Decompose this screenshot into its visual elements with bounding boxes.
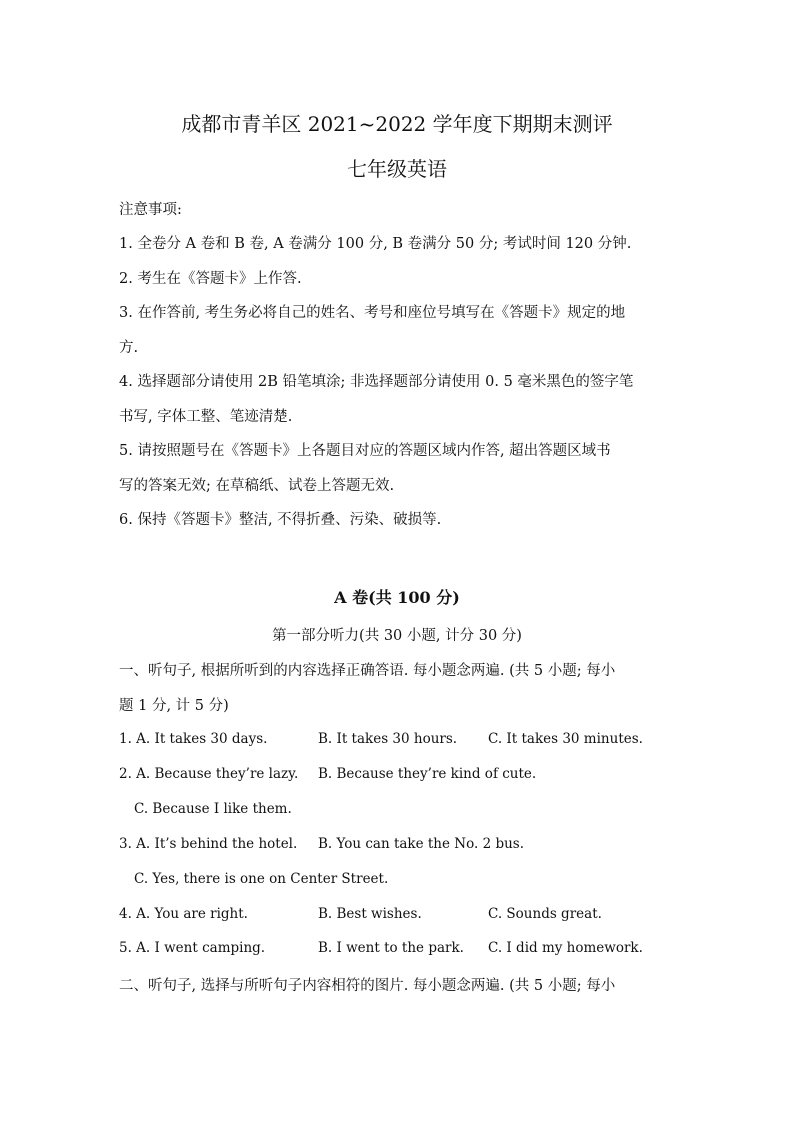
note-item: 4. 选择题部分请使用 2B 铅笔填涂; 非选择题部分请使用 0. 5 毫米黑色的签字笔 bbox=[119, 374, 634, 390]
part1-title: 第一部分听力(共 30 小题, 计分 30 分) bbox=[272, 628, 522, 644]
q4-option-b: B. Best wishes. bbox=[318, 906, 422, 922]
notes-heading: 注意事项: bbox=[119, 202, 182, 218]
note-item: 写的答案无效; 在草稿纸、试卷上答题无效. bbox=[119, 478, 395, 494]
q1-option-c: C. It takes 30 minutes. bbox=[488, 731, 643, 747]
q5-option-c: C. I did my homework. bbox=[488, 940, 643, 956]
exam-title: 成都市青羊区 2021~2022 学年度下期期末测评 bbox=[181, 112, 613, 136]
question-instruction: 一、听句子, 根据所听到的内容选择正确答语. 每小题念两遍. (共 5 小题; 每小 bbox=[119, 663, 616, 679]
q5-option-a: 5. A. I went camping. bbox=[119, 940, 266, 956]
q4-option-c: C. Sounds great. bbox=[488, 906, 602, 922]
q1-option-a: 1. A. It takes 30 days. bbox=[119, 731, 268, 747]
note-item: 6. 保持《答题卡》整洁, 不得折叠、污染、破损等. bbox=[119, 512, 442, 528]
note-item: 2. 考生在《答题卡》上作答. bbox=[119, 271, 302, 287]
question-instruction: 二、听句子, 选择与所听句子内容相符的图片. 每小题念两遍. (共 5 小题; 每小 bbox=[119, 978, 616, 994]
q3-option-b: B. You can take the No. 2 bus. bbox=[318, 836, 525, 852]
q5-option-b: B. I went to the park. bbox=[318, 940, 464, 956]
q3-option-a: 3. A. It’s behind the hotel. bbox=[119, 836, 298, 852]
question-instruction: 题 1 分, 计 5 分) bbox=[119, 698, 229, 714]
note-item: 1. 全卷分 A 卷和 B 卷, A 卷满分 100 分, B 卷满分 50 分; 考试时间 120 分钟. bbox=[119, 236, 632, 252]
section-a-title: A 卷(共 100 分) bbox=[334, 588, 460, 607]
note-item: 书写, 字体工整、笔迹清楚. bbox=[119, 409, 293, 425]
note-item: 3. 在作答前, 考生务必将自己的姓名、考号和座位号填写在《答题卡》规定的地 bbox=[119, 305, 626, 321]
q1-option-b: B. It takes 30 hours. bbox=[318, 731, 458, 747]
note-item: 5. 请按照题号在《答题卡》上各题目对应的答题区域内作答, 超出答题区域书 bbox=[119, 443, 611, 459]
note-item: 方. bbox=[119, 340, 139, 356]
q2-option-a: 2. A. Because they’re lazy. bbox=[119, 766, 299, 782]
q4-option-a: 4. A. You are right. bbox=[119, 906, 248, 922]
q2-option-b: B. Because they’re kind of cute. bbox=[318, 766, 537, 782]
q2-option-c: C. Because I like them. bbox=[134, 801, 292, 817]
exam-subtitle: 七年级英语 bbox=[347, 157, 447, 181]
q3-option-c: C. Yes, there is one on Center Street. bbox=[134, 871, 389, 887]
